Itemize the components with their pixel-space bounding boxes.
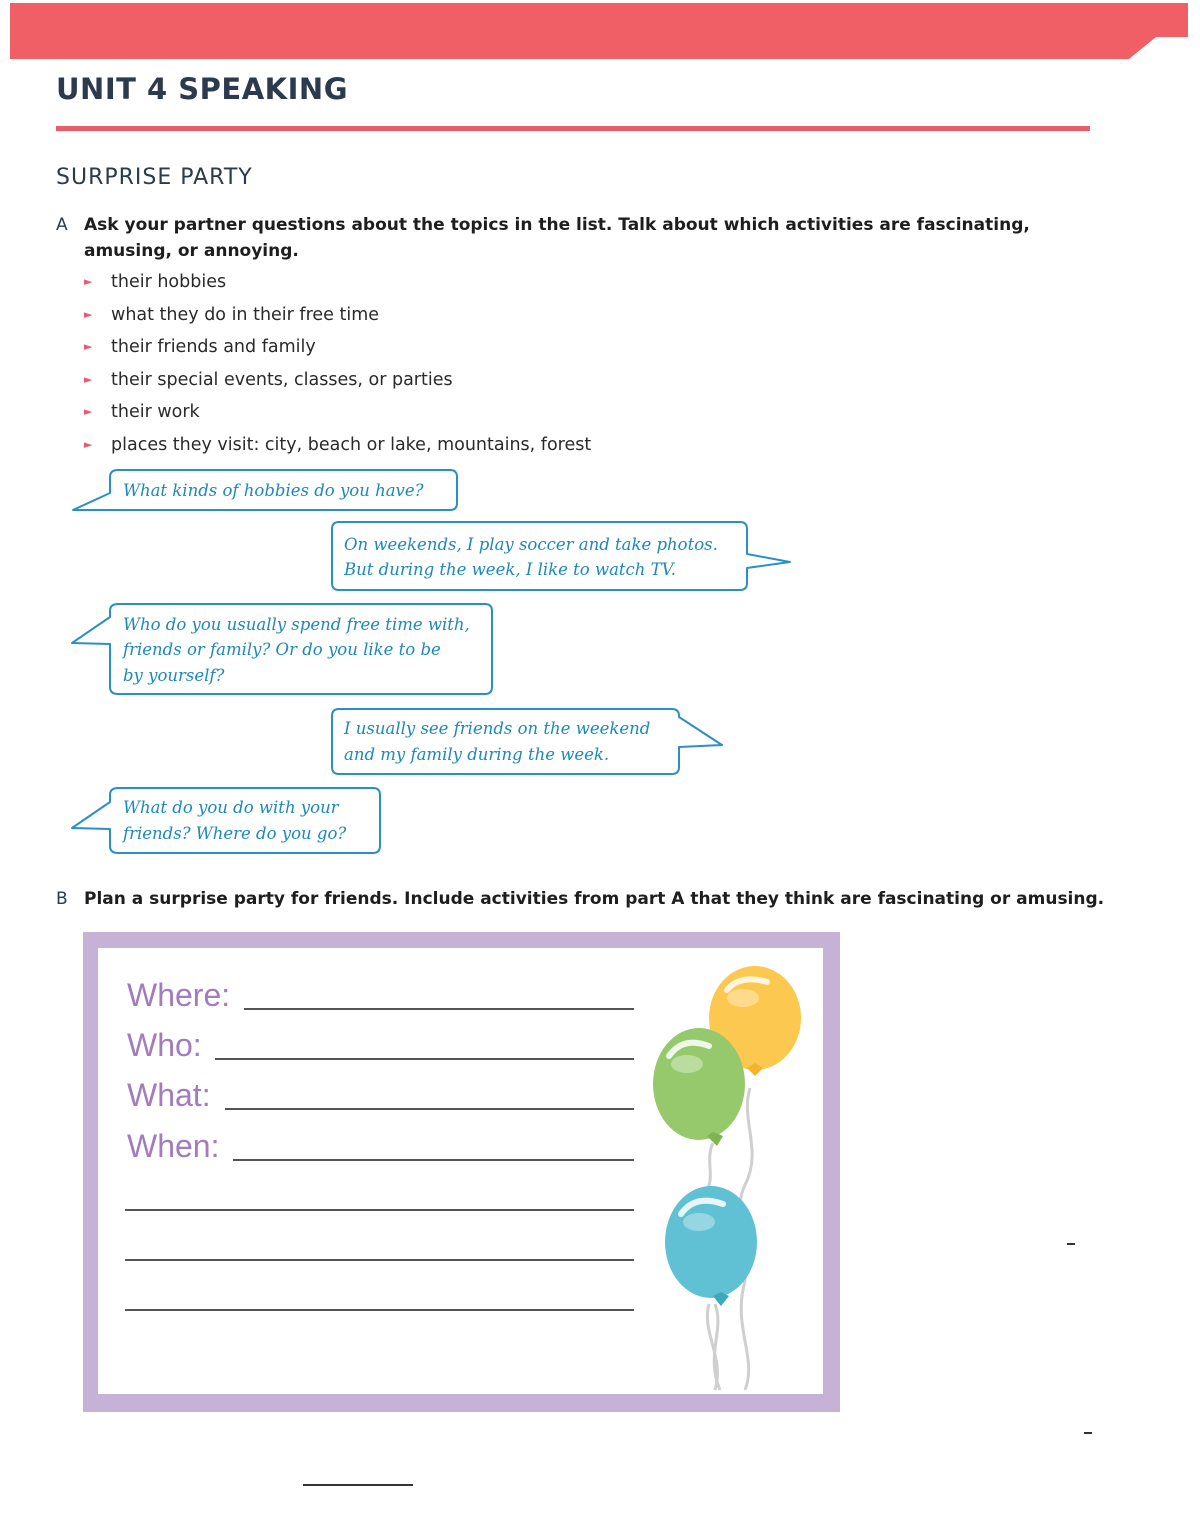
part-b-instruction: Plan a surprise party for friends. Include activities from part A that they think are fascinating or amusing. <box>84 889 1105 909</box>
topic-text: their work <box>111 402 200 423</box>
bullet-icon: ► <box>84 340 93 354</box>
where-label: Where: <box>127 977 231 1013</box>
where-answer-line[interactable] <box>244 1008 634 1010</box>
bullet-icon: ► <box>84 307 93 321</box>
bubble-2-line-1: On weekends, I play soccer and take photos. <box>344 535 718 554</box>
what-answer-line[interactable] <box>225 1108 634 1110</box>
bubble-3-line-2: friends or family? Or do you like to be <box>123 640 441 659</box>
bubble-3-line-1: Who do you usually spend free time with, <box>123 615 470 634</box>
topic-text: their special events, classes, or parties <box>111 369 453 390</box>
when-answer-line[interactable] <box>233 1159 634 1161</box>
bubble-4-line-2: and my family during the week. <box>344 745 610 764</box>
bullet-icon: ► <box>84 372 93 386</box>
topic-text: what they do in their free time <box>111 304 380 325</box>
topic-text: their friends and family <box>111 337 316 358</box>
bubble-5-line-2: friends? Where do you go? <box>123 824 347 843</box>
bullet-icon: ► <box>84 275 93 288</box>
bubble-1-line-1: What kinds of hobbies do you have? <box>123 481 424 500</box>
balloons-illustration <box>645 960 815 1400</box>
extra-answer-line-3[interactable] <box>125 1309 634 1311</box>
topic-text: their hobbies <box>111 272 227 292</box>
extra-answer-line-2[interactable] <box>125 1259 634 1261</box>
stray-mark <box>1067 1243 1075 1245</box>
part-a-instruction-line-1: Ask your partner questions about the topics in the list. Talk about which activities are fascinating, <box>84 215 1030 235</box>
bubble-2-line-2: But during the week, I like to watch TV. <box>344 560 676 579</box>
part-a-instruction-line-2: amusing, or annoying. <box>84 241 299 261</box>
extra-answer-line-1[interactable] <box>125 1209 634 1211</box>
section-title: SURPRISE PARTY <box>56 165 253 190</box>
topic-text: places they visit: city, beach or lake, mountains, forest <box>111 434 592 455</box>
bubble-4-line-1: I usually see friends on the weekend <box>344 719 651 738</box>
stray-line <box>303 1484 413 1486</box>
when-label: When: <box>127 1128 220 1164</box>
who-answer-line[interactable] <box>215 1058 634 1060</box>
part-a-letter: A <box>56 215 68 235</box>
bullet-icon: ► <box>84 405 93 419</box>
green-balloon-icon <box>653 1028 745 1146</box>
bubble-3-line-3: by yourself? <box>123 666 225 685</box>
what-label: What: <box>127 1077 211 1113</box>
bullet-icon: ► <box>84 437 93 451</box>
bubble-5-line-1: What do you do with your <box>123 798 339 817</box>
unit-title: UNIT 4 SPEAKING <box>56 72 348 106</box>
stray-mark <box>1084 1432 1092 1434</box>
part-b-letter: B <box>56 889 68 909</box>
who-label: Who: <box>127 1027 202 1063</box>
